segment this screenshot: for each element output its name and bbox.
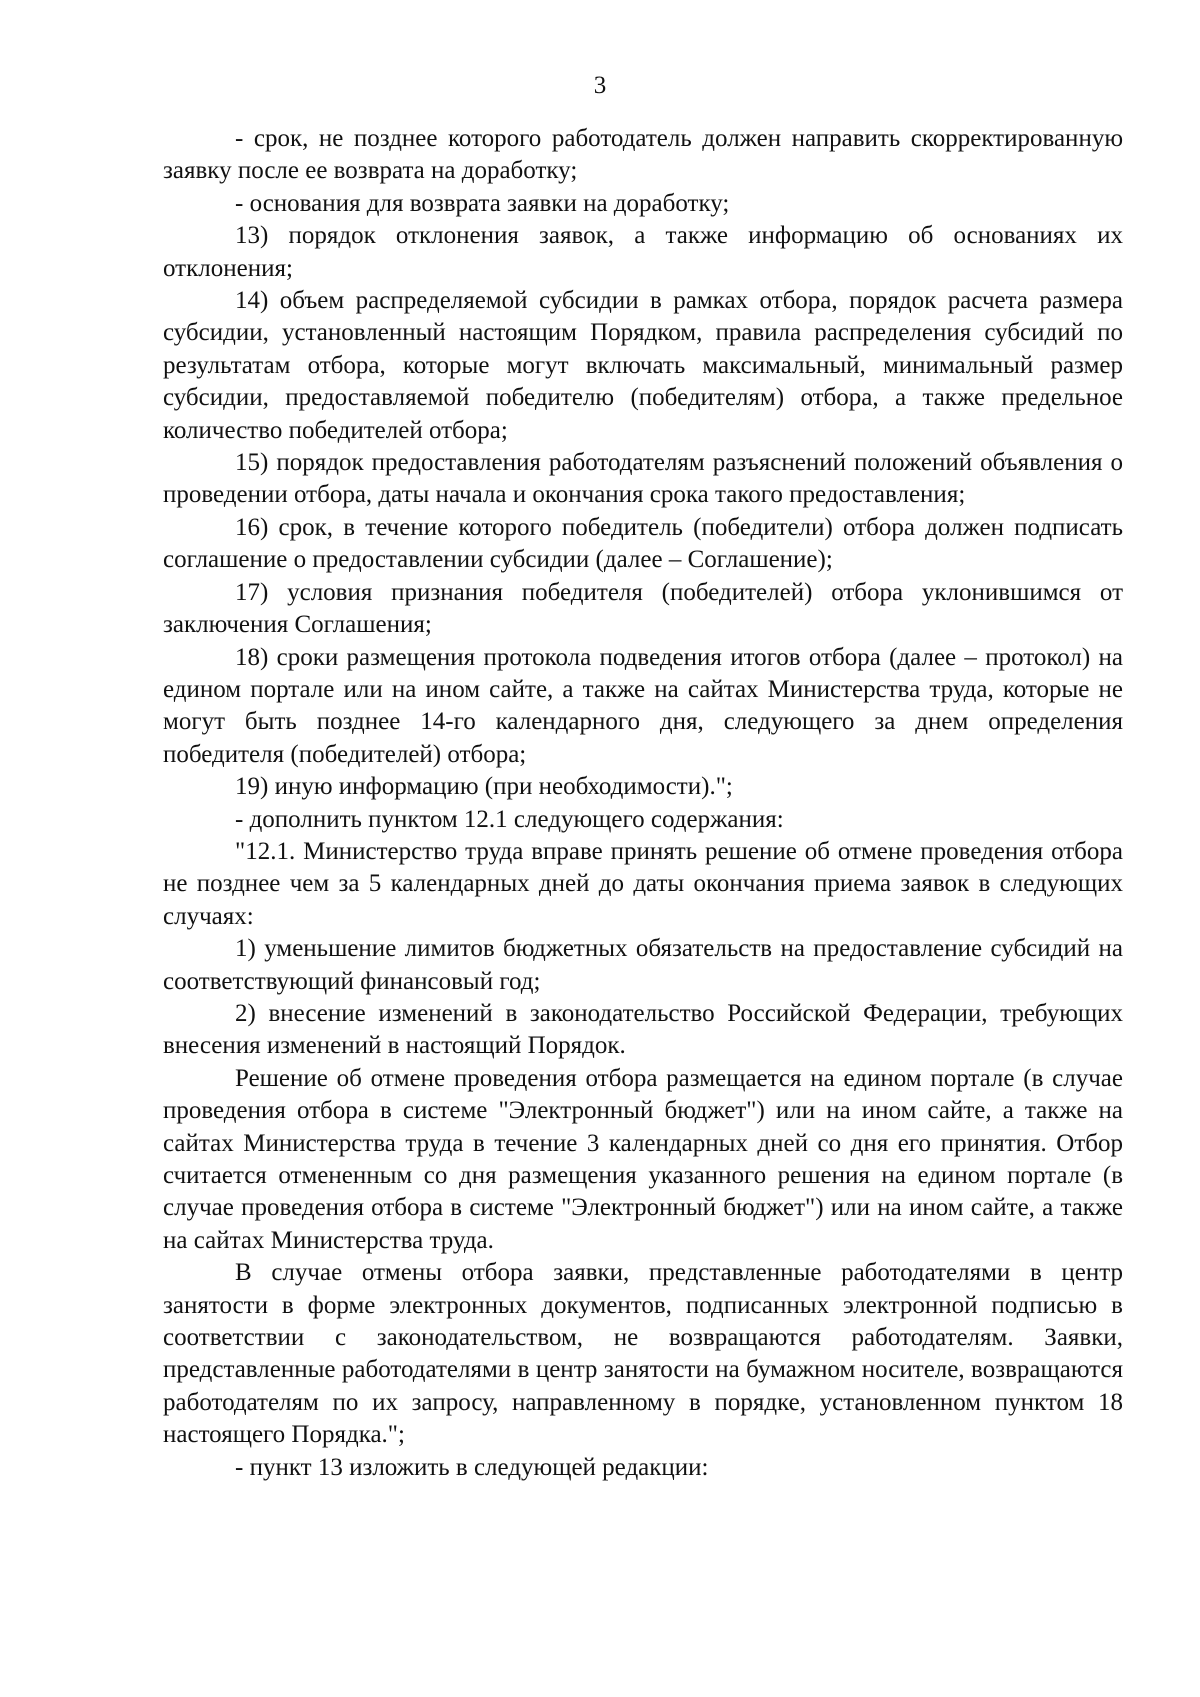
paragraph-item-14: 14) объем распределяемой субсидии в рамках отбора, порядок расчета размера субсидии, установленный настоящим Порядком, правила распределения субсидий по результатам отбора, которые могут включать максимальный, минимальный размер субсидии, предоставляемой победителю (победителям) отбора, а также предельное количество победителей отбора;: [163, 287, 1123, 444]
paragraph-cancellation-publication: Решение об отмене проведения отбора размещается на едином портале (в случае проведения отбора в системе "Электронный бюджет") или на ином сайте, а также на сайтах Министерства труда в течение 3 календарных дней со дня его принятия. Отбор считается отмененным со дня размещения указанного решения на едином портале (в случае проведения отбора в системе "Электронный бюджет") или на ином сайте, а также на сайтах Министерства труда.: [163, 1064, 1123, 1254]
paragraph-item-16: 16) срок, в течение которого победитель (победители) отбора должен подписать соглашение о предоставлении субсидии (далее – Соглашение);: [163, 513, 1123, 574]
document-body: [163, 123, 1123, 1484]
paragraph-item-15: 15) порядок предоставления работодателям разъяснений положений объявления о проведении отбора, даты начала и окончания срока такого предоставления;: [163, 449, 1123, 509]
paragraph-clause-13-edit: - пункт 13 изложить в следующей редакции:: [235, 1453, 709, 1481]
paragraph-add-clause-12-1: - дополнить пунктом 12.1 следующего содержания:: [235, 805, 784, 833]
paragraph-item-18: 18) сроки размещения протокола подведения итогов отбора (далее – протокол) на едином портале или на ином сайте, а также на сайтах Министерства труда, которые не могут быть позднее 14-го календарного дня, следующего за днем определения победителя (победителей) отбора;: [163, 643, 1123, 768]
paragraph-item-19: 19) иную информацию (при необходимости).";: [235, 773, 733, 801]
paragraph-item-13: 13) порядок отклонения заявок, а также информацию об основаниях их отклонения;: [163, 222, 1123, 282]
paragraph-clause-12-1: "12.1. Министерство труда вправе принять решение об отмене проведения отбора не позднее чем за 5 календарных дней до даты окончания приема заявок в следующих случаях:: [163, 837, 1123, 930]
paragraph-return-grounds: - основания для возврата заявки на доработку;: [235, 189, 730, 217]
page-number: 3: [593, 72, 607, 99]
paragraph-deadline-corrected-application: - срок, не позднее которого работодатель должен направить скорректированную заявку после ее возврата на доработку;: [163, 125, 1123, 185]
paragraph-case-1: 1) уменьшение лимитов бюджетных обязательств на предоставление субсидий на соответствующий финансовый год;: [163, 935, 1123, 995]
paragraph-item-17: 17) условия признания победителя (победителей) отбора уклонившимся от заключения Соглашения;: [163, 578, 1123, 639]
paragraph-case-2: 2) внесение изменений в законодательство Российской Федерации, требующих внесения изменений в настоящий Порядок.: [163, 999, 1123, 1060]
paragraph-cancellation-applications: В случае отмены отбора заявки, представленные работодателями в центр занятости в форме электронных документов, подписанных электронной подписью в соответствии с законодательством, не возвращаются работодателям. Заявки, представленные работодателями в центр занятости на бумажном носителе, возвращаются работодателям по их запросу, направленному в порядке, установленном пунктом 18 настоящего Порядка.";: [163, 1259, 1123, 1449]
